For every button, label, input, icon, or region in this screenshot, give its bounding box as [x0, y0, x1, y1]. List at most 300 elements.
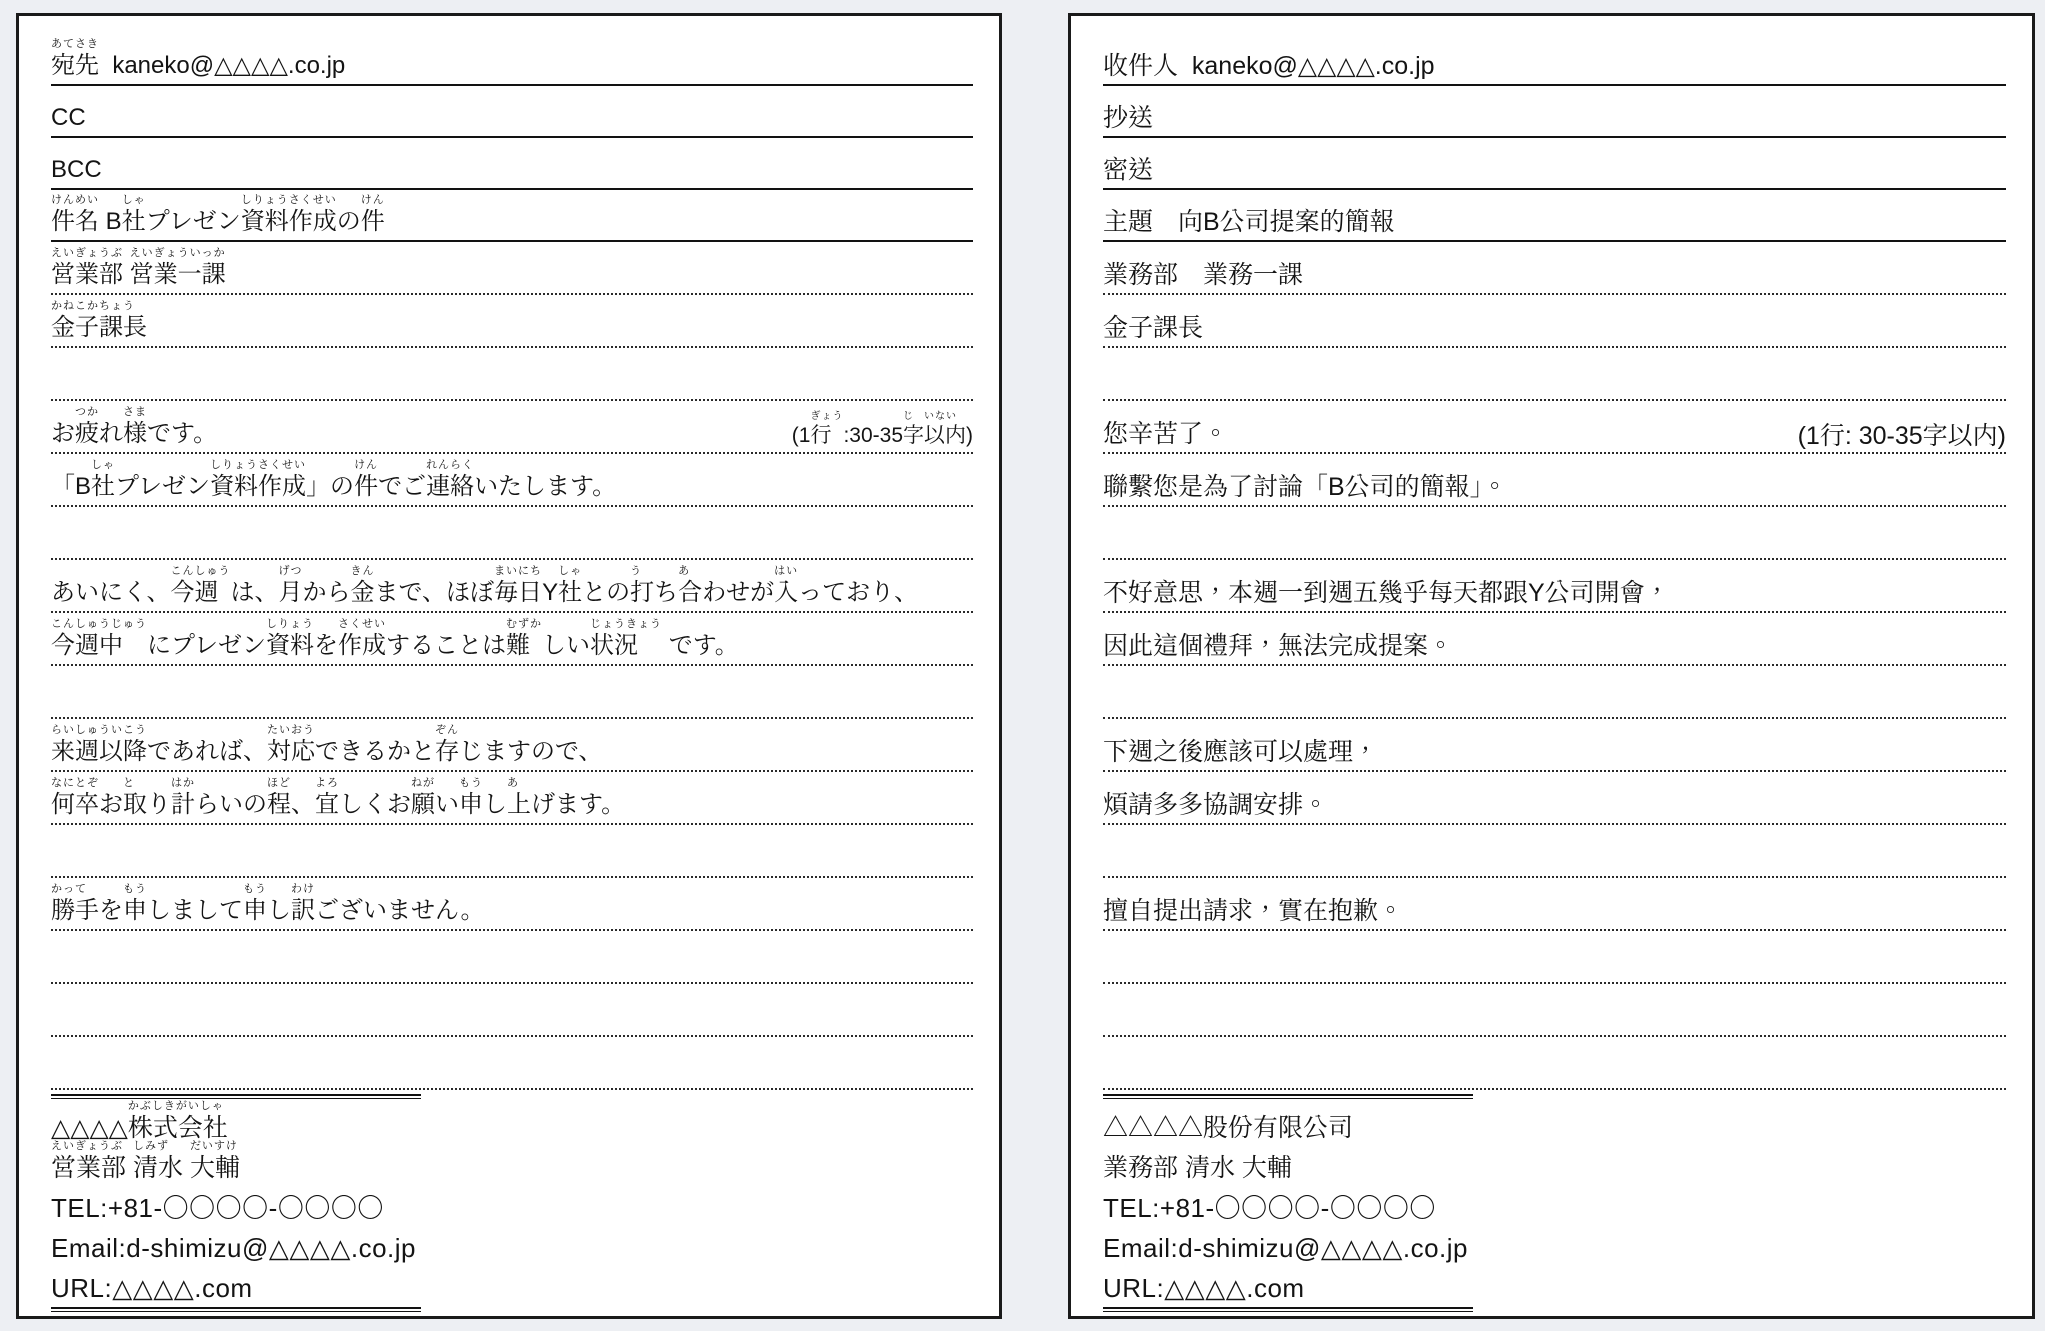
text-segment [1103, 631, 1453, 661]
email-line [1103, 613, 2006, 666]
furigana: しゃ [558, 565, 583, 577]
signature-line [51, 1140, 973, 1183]
line-limit-hint [792, 411, 973, 449]
email-line [1103, 454, 2006, 507]
base-text: 何卒 [51, 791, 99, 818]
ruby-text-segment [51, 38, 99, 81]
base-text: 様 [123, 420, 147, 447]
base-text: の [336, 208, 361, 235]
base-text: は、 [230, 579, 279, 606]
base-text: (1行: 30-35字以内) [1797, 422, 2006, 450]
ruby-text-segment [128, 1100, 228, 1143]
ruby-text-segment [91, 459, 115, 502]
text-segment [314, 631, 338, 661]
base-text: ち [654, 579, 679, 606]
base-text: 打 [630, 579, 655, 606]
furigana: しみず [132, 1140, 169, 1152]
ruby-text-segment [266, 618, 314, 661]
base-text: :30-35 [843, 424, 903, 447]
text-segment [375, 578, 495, 608]
ruby-text-segment [51, 1140, 126, 1183]
furigana: しりょうさくせい [210, 459, 307, 471]
ruby-text-segment [774, 565, 798, 608]
furigana: しゃ [121, 194, 146, 206]
text-segment [531, 790, 625, 820]
chinese-email-header [1103, 24, 2006, 242]
base-text: 不好意思，本週一到週五幾乎每天都跟Y公司開會， [1103, 579, 1670, 607]
ruby-text-segment [51, 247, 123, 290]
furigana: だいすけ [189, 1140, 238, 1152]
text-segment [51, 1233, 416, 1263]
base-text: Y [542, 579, 559, 606]
base-text: URL:△△△△.com [1103, 1273, 1305, 1303]
furigana: よろ [315, 777, 339, 789]
base-text: 、 [291, 791, 315, 818]
empty-line [1103, 507, 2006, 560]
email-line [51, 560, 973, 613]
text-segment [1103, 1113, 1353, 1143]
email-line [1103, 878, 2006, 931]
furigana: えいぎょういっか [129, 247, 226, 259]
empty-line [51, 931, 973, 984]
ruby-text-segment [75, 406, 99, 449]
furigana: はか [171, 777, 195, 789]
signature-line [51, 1099, 973, 1143]
text-segment [1103, 1153, 1292, 1183]
empty-line [51, 507, 973, 560]
text-segment [183, 1153, 190, 1183]
text-segment [51, 1273, 253, 1303]
base-text: しまして [147, 897, 243, 924]
text-segment [147, 896, 243, 926]
base-text: 字 [903, 424, 924, 447]
ruby-text-segment [291, 883, 315, 926]
text-segment [1103, 896, 1403, 926]
text-segment [1103, 419, 1228, 449]
text-segment [843, 423, 903, 449]
ruby-text-segment [810, 411, 843, 449]
subject-row [1103, 190, 2006, 242]
base-text: TEL:+81-〇〇〇〇-〇〇〇〇 [51, 1193, 384, 1223]
text-segment [483, 790, 507, 820]
email-line [51, 772, 973, 825]
empty-line [1103, 348, 2006, 401]
ruby-text-segment [51, 724, 147, 767]
text-segment [1103, 260, 1303, 290]
text-segment [792, 423, 811, 449]
furigana: はい [774, 565, 799, 577]
base-text: しくお [339, 791, 411, 818]
text-segment [339, 790, 411, 820]
base-text [123, 260, 130, 290]
email-line [51, 454, 973, 507]
empty-line [51, 825, 973, 878]
text-segment [1103, 1233, 1468, 1263]
empty-line [1103, 1037, 2006, 1090]
text-segment [1798, 423, 2006, 449]
signature-line [1103, 1223, 2006, 1263]
text-segment [99, 207, 122, 237]
base-text: ) [966, 424, 973, 447]
base-text: 勝手 [51, 897, 99, 924]
text-segment [99, 896, 123, 926]
empty-line [1103, 825, 2006, 878]
base-text: 」の [306, 473, 355, 500]
ruby-text-segment [51, 194, 99, 237]
japanese-signature-block [51, 1094, 973, 1312]
base-text: 資料作成 [210, 473, 307, 500]
text-segment [51, 1113, 128, 1143]
ruby-text-segment [279, 565, 303, 608]
text-segment [459, 737, 603, 767]
signature-line [1103, 1143, 2006, 1183]
base-text: 收件人 kaneko@△△△△.co.jp [1103, 52, 1435, 80]
text-segment [315, 737, 435, 767]
empty-line [51, 348, 973, 401]
ruby-text-segment [123, 777, 147, 820]
base-text: 資料作成 [240, 208, 337, 235]
base-text: お [51, 420, 75, 447]
text-segment [51, 1193, 384, 1223]
text-segment [1103, 737, 1378, 767]
base-text: を [99, 897, 123, 924]
furigana: あ [507, 777, 519, 789]
base-text: 宜 [315, 791, 339, 818]
ruby-text-segment [51, 883, 99, 926]
text-segment [147, 631, 266, 661]
base-text: 計 [171, 791, 195, 818]
text-segment [306, 472, 354, 502]
base-text: 連絡 [426, 473, 475, 500]
signature-line [1103, 1263, 2006, 1303]
furigana: きん [350, 565, 375, 577]
email-line [1103, 401, 2006, 454]
base-text: ございません。 [315, 897, 485, 924]
base-text: 金 [350, 579, 375, 606]
furigana: けん [360, 194, 385, 206]
base-text: 程 [267, 791, 291, 818]
base-text: することは [386, 632, 507, 659]
furigana: もう [243, 883, 267, 895]
ruby-text-segment [459, 777, 483, 820]
text-segment [542, 578, 558, 608]
furigana: しりょう [266, 618, 315, 630]
ruby-text-segment [267, 777, 291, 820]
ruby-text-segment [51, 777, 99, 820]
base-text: しい [542, 632, 591, 659]
base-text: 来週以降 [51, 738, 147, 765]
base-text: 営業部 [51, 1154, 127, 1182]
furigana: かぶしきがいしゃ [127, 1100, 224, 1112]
text-segment [1103, 1193, 1436, 1223]
email-line [51, 613, 973, 666]
empty-line [1103, 666, 2006, 719]
furigana: こんしゅうじゅう [51, 618, 147, 630]
furigana: あ [678, 565, 691, 577]
text-segment [1103, 313, 1203, 343]
ruby-text-segment [171, 565, 231, 608]
text-segment [51, 419, 75, 449]
text-segment [474, 472, 616, 502]
furigana: わけ [291, 883, 315, 895]
furigana: じょうきょう [590, 618, 663, 630]
base-text: 訳 [291, 897, 315, 924]
text-segment [146, 207, 241, 237]
to-row [51, 24, 973, 86]
base-text: 疲 [75, 420, 99, 447]
base-text: わせが [702, 579, 775, 606]
furigana: らいしゅういこう [51, 724, 147, 736]
base-text: れ [99, 420, 123, 447]
ruby-text-segment [210, 459, 306, 502]
furigana: なにとぞ [51, 777, 99, 789]
text-segment [126, 1153, 133, 1183]
furigana: ほど [267, 777, 291, 789]
base-text: できるかと [315, 738, 435, 765]
base-text: 件 [360, 208, 385, 235]
text-segment [1103, 578, 1670, 608]
text-segment [51, 472, 91, 502]
furigana: ぞん [435, 724, 459, 736]
furigana: あてさき [51, 38, 99, 50]
base-text: 金子課長 [1103, 314, 1204, 342]
ruby-text-segment [338, 618, 386, 661]
base-text: プレゼン [145, 208, 241, 235]
ruby-text-segment [241, 194, 337, 237]
email-line [51, 878, 973, 931]
base-text: まで、ほぼ [374, 579, 495, 606]
base-text: 毎日 [494, 579, 543, 606]
base-text: 申 [243, 897, 267, 924]
email-line [1103, 772, 2006, 825]
base-text: り [147, 791, 171, 818]
base-text: 取 [123, 791, 147, 818]
base-text: 申 [123, 897, 147, 924]
ruby-text-segment [590, 618, 662, 661]
empty-line [51, 984, 973, 1037]
ruby-text-segment [924, 411, 966, 449]
furigana: まいにち [494, 565, 543, 577]
text-segment [386, 631, 506, 661]
base-text: △△△△股份有限公司 [1103, 1114, 1354, 1142]
text-segment [702, 578, 774, 608]
subject-row [51, 190, 973, 242]
base-text: 難 [506, 632, 531, 659]
ruby-text-segment [267, 724, 315, 767]
furigana: さくせい [338, 618, 387, 630]
text-segment [231, 578, 279, 608]
ruby-text-segment [361, 194, 385, 237]
signature-line [1103, 1099, 2006, 1143]
text-segment [147, 737, 267, 767]
base-text: にプレゼン [147, 632, 267, 659]
text-segment [99, 51, 345, 81]
bcc-row [1103, 138, 2006, 190]
base-text: 業務部 業務一課 [1103, 261, 1304, 289]
base-text: 抄送 [1103, 104, 1154, 132]
base-text: 大輔 [189, 1154, 240, 1182]
furigana: えいぎょうぶ [51, 1140, 123, 1152]
email-line [1103, 242, 2006, 295]
text-segment [1103, 207, 1395, 237]
text-segment [435, 790, 459, 820]
text-segment [1103, 790, 1328, 820]
base-text: 社 [91, 473, 116, 500]
base-text: 今週中 [51, 632, 123, 659]
furigana: と [123, 777, 135, 789]
bcc-row [51, 138, 973, 190]
text-segment [123, 260, 130, 290]
furigana: けんめい [51, 194, 99, 206]
furigana: しりょうさくせい [240, 194, 337, 206]
signature-line [51, 1263, 973, 1303]
text-segment [966, 423, 973, 449]
base-text: 件名 [51, 208, 99, 235]
base-text: 申 [459, 791, 483, 818]
signature-separator-line [1103, 1307, 1473, 1312]
base-text: 株式会社 [127, 1114, 228, 1142]
furigana: つか [75, 406, 99, 418]
empty-line [1103, 931, 2006, 984]
cc-row [51, 86, 973, 138]
base-text: 擅自提出請求，實在抱歉。 [1103, 897, 1404, 925]
base-text: げます。 [531, 791, 626, 818]
furigana: かって [51, 883, 87, 895]
text-segment [147, 790, 171, 820]
ruby-text-segment [351, 565, 375, 608]
ruby-text-segment [122, 194, 146, 237]
base-text: 以内 [924, 424, 966, 447]
email-line [51, 719, 973, 772]
japanese-email-content [19, 16, 999, 1316]
base-text: との [582, 579, 631, 606]
base-text: 月 [278, 579, 303, 606]
ruby-text-segment [678, 565, 702, 608]
text-segment [1103, 472, 1507, 502]
email-line [51, 401, 973, 454]
ruby-text-segment [123, 883, 147, 926]
text-segment [378, 472, 426, 502]
furigana: ねが [411, 777, 435, 789]
base-text: であれば、 [147, 738, 267, 765]
base-text: 主題 向B公司提案的簡報 [1103, 208, 1395, 236]
ruby-text-segment [51, 300, 147, 343]
base-text: あいにく、 [51, 579, 171, 606]
base-text: 業務部 清水 大輔 [1103, 1154, 1292, 1182]
furigana: えいぎょうぶ [51, 247, 123, 259]
empty-line [51, 1037, 973, 1090]
base-text: し [267, 897, 291, 924]
signature-separator-line [51, 1307, 421, 1312]
base-text: 下週之後應該可以處理， [1103, 738, 1379, 766]
ruby-text-segment [315, 777, 339, 820]
text-segment [51, 103, 86, 133]
ruby-text-segment [243, 883, 267, 926]
text-segment [115, 472, 210, 502]
base-text: 今週 [170, 579, 219, 606]
base-text: 上 [507, 791, 531, 818]
japanese-email-header [51, 24, 973, 242]
ruby-text-segment [507, 777, 531, 820]
ruby-text-segment [133, 1140, 183, 1183]
text-segment [1103, 1273, 1305, 1303]
email-line [1103, 295, 2006, 348]
furigana: けん [354, 459, 379, 471]
email-line [51, 242, 973, 295]
ruby-text-segment [630, 565, 654, 608]
email-line [1103, 560, 2006, 613]
ruby-text-segment [506, 618, 542, 661]
base-text: 行 [810, 424, 832, 447]
base-text [183, 1153, 190, 1183]
text-segment [1103, 103, 1153, 133]
text-segment [337, 207, 361, 237]
base-text: っており、 [798, 579, 919, 606]
base-text: 対応 [267, 738, 315, 765]
furigana: むずか [506, 618, 543, 630]
furigana: げつ [278, 565, 303, 577]
text-segment [195, 790, 267, 820]
furigana: もう [459, 777, 483, 789]
base-text: (1 [791, 424, 811, 447]
signature-line [51, 1223, 973, 1263]
base-text: 清水 [132, 1154, 183, 1182]
japanese-email-page [16, 13, 1002, 1319]
empty-line [51, 666, 973, 719]
empty-line [1103, 984, 2006, 1037]
furigana: もう [123, 883, 147, 895]
base-text: 您辛苦了。 [1103, 420, 1229, 448]
signature-line [1103, 1183, 2006, 1223]
ruby-text-segment [123, 406, 147, 449]
to-row [1103, 24, 2006, 86]
base-text: 願 [411, 791, 435, 818]
japanese-email-body [51, 242, 973, 1090]
base-text: 社 [121, 208, 146, 235]
ruby-text-segment [190, 1140, 240, 1183]
chinese-email-body [1103, 242, 2006, 1090]
text-segment [662, 631, 739, 661]
furigana: う [630, 565, 643, 577]
furigana: いない [924, 411, 957, 422]
base-text: 社 [558, 579, 583, 606]
ruby-text-segment [51, 618, 147, 661]
base-text: 合 [678, 579, 703, 606]
base-text: です。 [147, 420, 218, 447]
text-segment [303, 578, 351, 608]
base-text: URL:△△△△.com [51, 1273, 253, 1303]
email-line [1103, 719, 2006, 772]
base-text: じますので、 [459, 738, 603, 765]
base-text: プレゼン [115, 473, 211, 500]
cc-row [1103, 86, 2006, 138]
base-text: いたします。 [474, 473, 617, 500]
chinese-email-content [1071, 16, 2032, 1316]
base-text: △△△△ [51, 1114, 128, 1142]
base-text: Email:d-shimizu@△△△△.co.jp [1103, 1233, 1469, 1263]
ruby-text-segment [171, 777, 195, 820]
chinese-email-page [1068, 13, 2035, 1319]
line-limit-hint [1798, 423, 2006, 449]
furigana: じ [903, 411, 914, 422]
ruby-text-segment [494, 565, 542, 608]
text-segment [1103, 155, 1153, 185]
text-segment [147, 419, 217, 449]
base-text: 入 [774, 579, 799, 606]
base-text: 状況 [590, 632, 639, 659]
ruby-text-segment [426, 459, 474, 502]
text-segment [542, 631, 590, 661]
